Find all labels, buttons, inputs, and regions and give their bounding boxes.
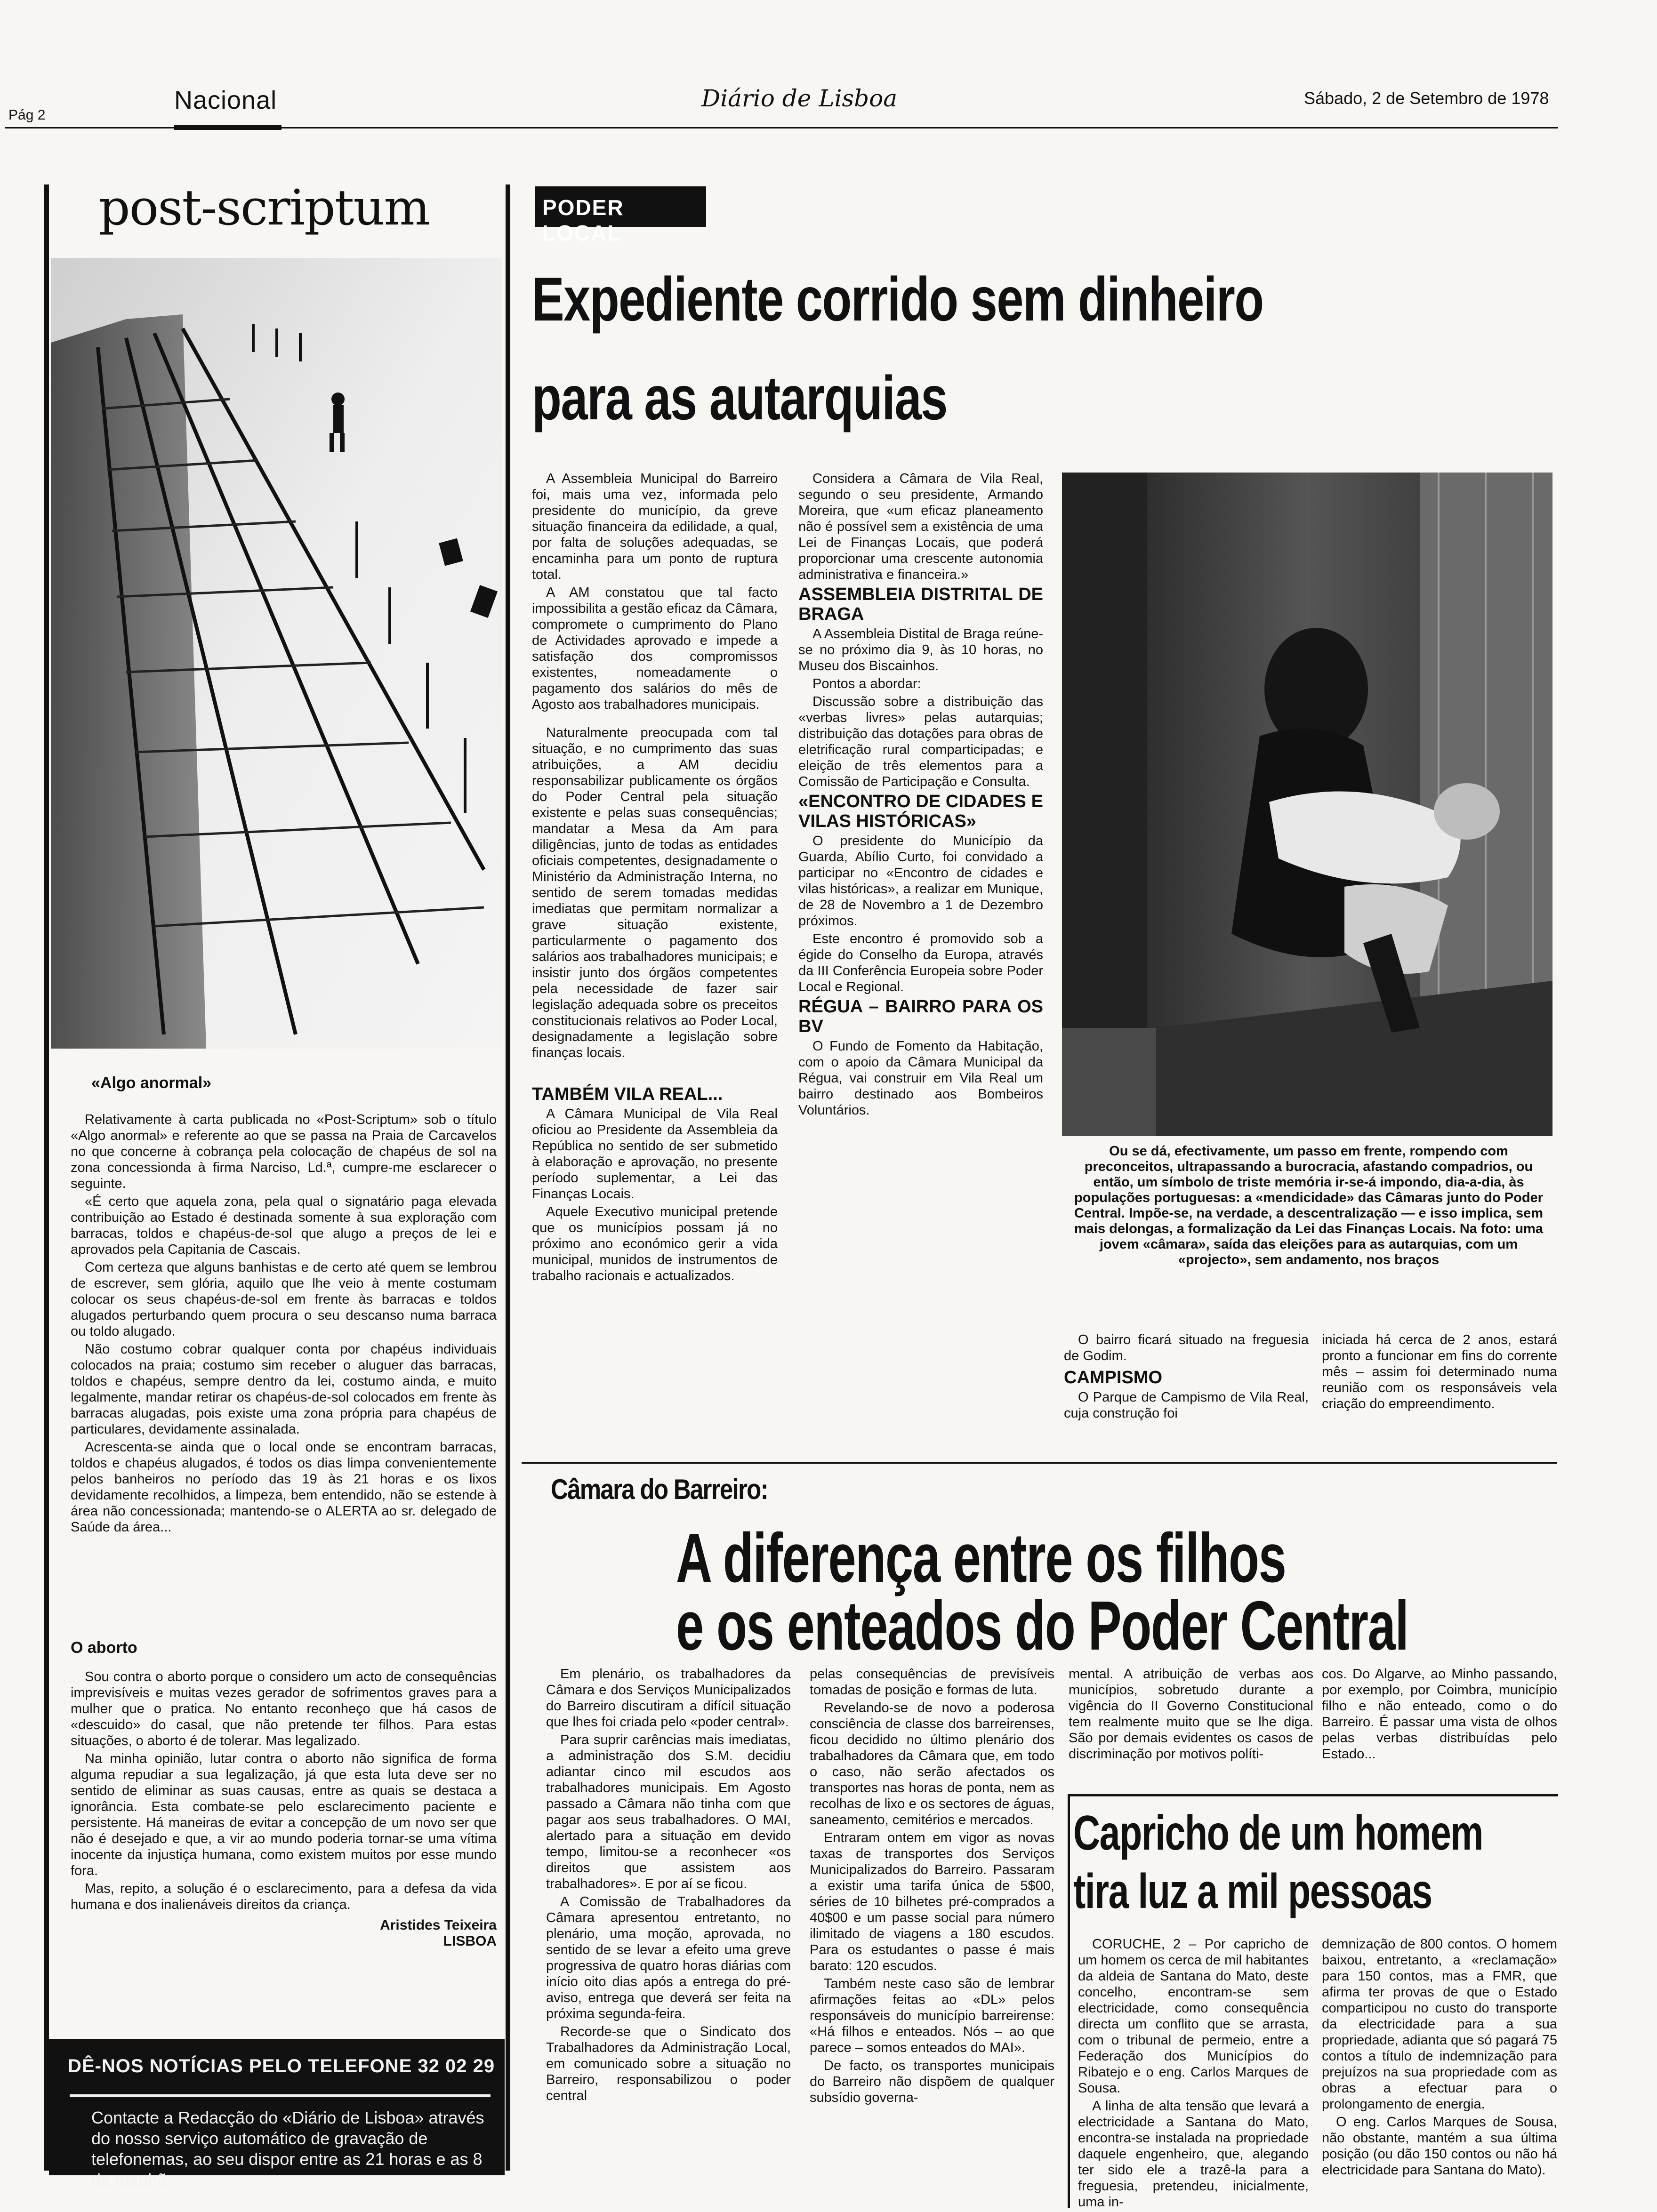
kicker-poder-local: PODER LOCAL [542,195,624,245]
headline3-line-1: Capricho de um homem [1073,1806,1483,1860]
article1-column-4 [1322,1332,1557,1414]
article3-column-2 [1322,1936,1557,2180]
article2-column-3 [1069,1666,1313,1764]
headline3-line-2: tira luz a mil pessoas [1073,1864,1432,1919]
post-scriptum-title: post-scriptum [99,179,430,236]
letter-paragraph: Com certeza que alguns banhistas e de certo até quem se lembrou de escrever, sem glória, aquilo que lhe veio à mente costumam colocar os seus chapéus-de-sol em frente às barracas e toldos alugados perturbando quem procura o seu descanso numa barraca ou toldo alugado. [71,1260,497,1339]
letter-paragraph: Acrescenta-se ainda que o local onde se encontram barracas, toldos e chapéus alugados, é todos os dias limpa convenientemente pelos banheiros no período das 19 às 21 horas e os lixos devidamente recolhidos, a limpeza, bem entendido, não se estende à área não concessionada; mantendo-se o ALERTA ao sr. delegado de Saúde da área... [71,1440,497,1535]
article-paragraph: mental. A atribuição de verbas aos municípios, sobretudo durante a vigência do II Governo Constitucional tem realmente muito que se lhe diga. São por demais evidentes os casos de discriminação por motivos políti- [1069,1667,1313,1762]
article-paragraph: Em plenário, os trabalhadores da Câmara e dos Serviços Municipalizados do Barreiro discutiram a difícil situação que lhes foi criada pelo «poder central». [546,1667,791,1730]
letter-o-aborto [71,1638,497,1949]
article-paragraph: O Fundo de Fomento da Habitação, com o apoio da Câmara Municipal da Régua, vai construir em Vila Real um bairro destinado aos Bombeiros Voluntários. [798,1039,1043,1118]
letter-heading: O aborto [71,1639,137,1657]
letter-paragraph: Na minha opinião, lutar contra o aborto não significa de forma alguma repudiar a sua legalização, já que esta luta deve ser no sentido de eliminar as suas causas, entre as quais se destaca a ignorância. Esta combate-se pelo esclarecimento paciente e persistente. Há maneiras de evitar a concepção de um novo ser que não é desejado e que, a vir ao mundo poderia tornar-se uma vítima inocente da injustiça humana, como existem muitos por esse mundo fora. [71,1751,497,1878]
article-paragraph: Considera a Câmara de Vila Real, segundo o seu presidente, Armando Moreira, que «um eficaz planeamento não é possível sem a existência de uma Lei de Finanças Locais, que poderá proporcionar uma crescente autonomia administrativa e financeira.» [798,471,1043,582]
article-paragraph: A linha de alta tensão que levará a electricidade a Santana do Mato, encontra-se instalada na propriedade daquele engenheiro, que, alegando ter sido ele a trazê-la para a freguesia, pretendeu, inicialmente, uma in- [1078,2099,1309,2210]
article2-column-4 [1322,1666,1557,1764]
headline-line-1: Expediente corrido sem dinheiro [532,264,1263,334]
article-paragraph: CORUCHE, 2 – Por capricho de um homem os cerca de mil habitantes da aldeia de Santana do Mato, deste concelho, encontram-se sem electricidade, como consequência directa um conflito que se arrasta, com o tribunal de permeio, entre a Federação dos Municípios do Ribatejo e o eng. Carlos Marques de Sousa. [1078,1937,1309,2096]
masthead: Diário de Lisboa [701,85,898,112]
header-rule [5,127,1558,128]
article2-column-2 [810,1666,1054,2108]
article-paragraph: De facto, os transportes municipais do Barreiro não dispõem de qualquer subsídio governa- [810,2058,1054,2105]
article-paragraph: Também neste caso são de lembrar afirmações feitas ao «DL» pelos responsáveis do município barreirense: «Há filhos e enteados. Nós – ao que parece – somos enteados do MAI». [810,1976,1054,2055]
article-paragraph: A Comissão de Trabalhadores da Câmara apresentou entretanto, no plenário, uma moção, aprovada, no sentido de se levar a efeito uma greve progressiva de quatro horas diárias com início oito dias após a entrega do pré-aviso, entrega que deverá ser feita na próxima segunda-feira. [546,1894,791,2021]
young-woman-photo [1062,473,1552,1136]
letter-author: Aristides Teixeira [380,1917,497,1933]
article-paragraph: Revelando-se de novo a poderosa consciência de classe dos barreirenses, ficou decidido no último plenário dos trabalhadores da Câmara que, em todo o caso, não serão afectados os transportes nas horas de ponta, nem as recolhas de lixo e os sectores de águas, saneamento, cemitérios e mercados. [810,1700,1054,1827]
article-paragraph: Naturalmente preocupada com tal situação, e no cumprimento das suas atribuições, a AM decidiu responsabilizar publicamente os órgãos do Poder Central pela situação existente e pelas suas consequências; mandatar a Mesa da Am para diligências, junto de todas as entidades oficiais competentes, designadamente o Ministério da Administração Interna, no sentido de serem tomadas medidas imediatas que permitam normalizar a grave situação existente, particularmente o pagamento dos salários aos trabalhadores municipais; e insistir junto dos órgãos competentes pela necessidade de fazer sair legislação adequada sobre os preceitos constitucionais relativos ao Poder Local, designadamente a legislação sobre finanças locais. [532,725,778,1060]
letter-paragraph: Relativamente à carta publicada no «Post-Scriptum» sob o título «Algo anormal» e referente ao que se passa na Praia de Carcavelos no que concerne à cobrança pela colocação de chapéus de sol na zona concessionda à firma Narciso, Ld.ª, cumpre-me esclarecer o seguinte. [71,1112,497,1191]
beach-photo [51,258,502,1049]
subhead-encontro: «ENCONTRO DE CIDADES E VILAS HISTÓRICAS» [798,792,1043,831]
page-number: Pág 2 [8,107,46,123]
subhead-campismo: CAMPISMO [1064,1368,1162,1387]
article-paragraph: O eng. Carlos Marques de Sousa, não obstante, mantém a sua última posição (ou dão 150 contos ou não há electricidade para Santana do Mato). [1322,2115,1557,2178]
article-paragraph: iniciada há cerca de 2 anos, estará pronto a funcionar em fins do corrente mês – assim foi determinado numa reunião com os responsáveis vela criação do empreendimento. [1322,1332,1557,1411]
article-paragraph: O bairro ficará situado na freguesia de Godim. [1064,1332,1309,1363]
letter-paragraph: Não costumo cobrar qualquer conta por chapéus individuais colocados na praia; costumo sim receber o aluguer das barracas, toldos e chapéus, sempre dentro da lei, costumo ainda, e muito legalmente, mandar retirar os chapéus-de-sol colocados em frente às barracas alugadas, pois existe uma zona própria para chapéus de particulares, devidamente assinalada. [71,1342,497,1437]
article-paragraph: Este encontro é promovido sob a égide do Conselho da Europa, através da III Conferência Europeia sobre Poder Local e Regional. [798,931,1043,994]
contact-text: Contacte a Redacção do «Diário de Lisboa» através do nosso serviço automático de gravação de telefonemas, ao seu dispor entre as 21 horas e as 8 da manhã. [91,2108,484,2189]
subhead-braga: ASSEMBLEIA DISTRITAL DE BRAGA [798,585,1043,624]
article-paragraph: Pontos a abordar: [812,676,921,691]
article-paragraph: A Assembleia Distital de Braga reúne-se no próximo dia 9, às 10 horas, no Museu dos Biscainhos. [798,626,1043,673]
letter-paragraph: Sou contra o aborto porque o considero um acto de consequências imprevisíveis e muitas vezes gerador de sofrimentos graves para a mulher que o pratica. No entanto reconheço que há casos de «descuido» do casal, que não pretende ter filhos. Para estas situações, o aborto é de tolerar. Mas legalizado. [71,1669,497,1748]
article-paragraph: Para suprir carências mais imediatas, a administração dos S.M. decidiu adiantar cinco mil escudos aos trabalhadores municipais. Em Agosto passado a Câmara não tinha com que pagar aos seus trabalhadores. O MAI, alertado para a situação em devido tempo, limitou-se a reconhecer «os direitos que assistem aos trabalhadores». E por aí se ficou. [546,1732,791,1891]
contact-box [49,2039,505,2189]
letter-heading: «Algo anormal» [91,1074,212,1092]
letter-paragraph: «É certo que aquela zona, pela qual o signatário paga elevada contribuição ao Estado é destinada somente à sua exploração com barracas, toldos e chapéus-de-sol que alugo a preços de lei e aprovados pela Capitania de Cascais. [71,1194,497,1257]
article1-column-2 [798,471,1043,1120]
letter-paragraph: Mas, repito, a solução é o esclarecimento, para a defesa da vida humana e dos inalienáveis direitos da criança. [71,1881,497,1912]
box-left-rule [1068,1794,1070,2208]
contact-banner: DÊ-NOS NOTÍCIAS PELO TELEFONE 32 02 29 [68,2056,495,2076]
photo-caption: Ou se dá, efectivamente, um passo em frente, rompendo com preconceitos, ultrapassando a burocracia, afastando compadrios, ou então, um símbolo de triste memória ir-se-á impondo, dia-a-dia, às populações portuguesas: a «mendicidade» das Câmaras junto do Poder Central. Impõe-se, na verdade, a descentralização — e isso implica, sem mais delongas, a formalização da Lei das Finanças Locais. Na foto: uma jovem «câmara», saída das eleições para as autarquias, com um «projecto», sem andamento, nos braços [1074,1144,1544,1267]
article-paragraph: A Assembleia Municipal do Barreiro foi, mais uma vez, informada pelo presidente do município, da greve situação financeira da edilidade, a qual, por falta de soluções adequadas, se encaminha para um ponto de ruptura total. [532,471,778,582]
letter-algo-anormal [71,1073,497,1537]
article-paragraph: A AM constatou que tal facto impossibilita a gestão eficaz da Câmara, compromete o cumprimento do Plano de Actividades aprovado e impede a satisfação dos compromissos existentes, nomeadamente o pagamento dos salários do mês de Agosto aos trabalhadores municipais. [532,585,778,712]
contact-divider [70,2094,491,2097]
left-column-border [44,184,49,2171]
headline2-line-1: A diferença entre os filhos [676,1519,1286,1597]
box-top-rule [1069,1794,1558,1796]
section-name: Nacional [174,86,277,114]
kicker-box [535,186,706,245]
article-paragraph: Discussão sobre a distribuição das «verbas livres» pelas autarquias; distribuição das dotações para obras de eletrificação rural comparticipadas; e eleição de três elementos para a Comissão de Participação e Consulta. [798,694,1043,789]
article-paragraph: cos. Do Algarve, ao Minho passando, por exemplo, por Coimbra, município filho e não enteado, como o do Barreiro. É passar uma vista de olhos pelas verbas distribuídas pelo Estado... [1322,1667,1557,1762]
headline-line-2: para as autarquias [532,363,947,433]
article3-column-1 [1078,1936,1309,2212]
article1-column-1 [532,471,778,1286]
subhead-vila-real: TAMBÉM VILA REAL... [532,1084,723,1104]
article-paragraph: pelas consequências de previsíveis tomadas de posição e formas de luta. [810,1667,1054,1698]
article-separator [522,1462,1557,1464]
article2-column-1 [546,1666,791,2106]
subhead-regua: RÉGUA – BAIRRO PARA OS BV [798,997,1043,1036]
issue-date: Sábado, 2 de Setembro de 1978 [1304,88,1549,108]
article-paragraph: O Parque de Campismo de Vila Real, cuja construção foi [1064,1390,1309,1421]
center-column-border [506,184,510,2171]
article-paragraph: Aquele Executivo municipal pretende que os municípios possam já no próximo ano económico gerir a vida municipal, munidos de instrumentos de trabalho racionais e actualizados. [532,1204,778,1283]
article-paragraph: A Câmara Municipal de Vila Real oficiou ao Presidente da Assembleia da República no sentido de ser submetido à elaboração e aprovação, no presente período suplementar, a Lei das Finanças Locais. [532,1106,778,1202]
kicker-camara-barreiro: Câmara do Barreiro: [551,1474,768,1505]
letter-place: LISBOA [443,1933,497,1949]
article-paragraph: O presidente do Município da Guarda, Abílio Curto, foi convidado a participar no «Encontro de cidades e vilas históricas», a realizar em Munique, de 28 de Novembro a 1 de Dezembro próximos. [798,834,1043,929]
article-paragraph: Recorde-se que o Sindicato dos Trabalhadores da Administração Local, em comunicado sobre a situação no Barreiro, responsabilizou o poder central [546,2024,791,2103]
article-paragraph: demnização de 800 contos. O homem baixou, entretanto, a «reclamação» para 150 contos, mas a FMR, que afirma ter provas de que o Estado comparticipou no custo do transporte da electricidade para a sua propriedade, adianta que só pagará 75 contos a título de indemnização para prejuízos na sua propriedade com as obras a efectuar para o prolongamento de energia. [1322,1937,1557,2112]
article1-column-3 [1064,1332,1309,1423]
article-paragraph: Entraram ontem em vigor as novas taxas de transportes dos Serviços Municipalizados do Barreiro. Passaram a existir uma tarifa única de 5$00, séries de 10 bilhetes pré-comprados a 40$00 e um passe social para número ilimitado de viagens a 180 escudos. Para os estudantes o passe é mais barato: 120 escudos. [810,1830,1054,1973]
headline2-line-2: e os enteados do Poder Central [676,1587,1408,1665]
